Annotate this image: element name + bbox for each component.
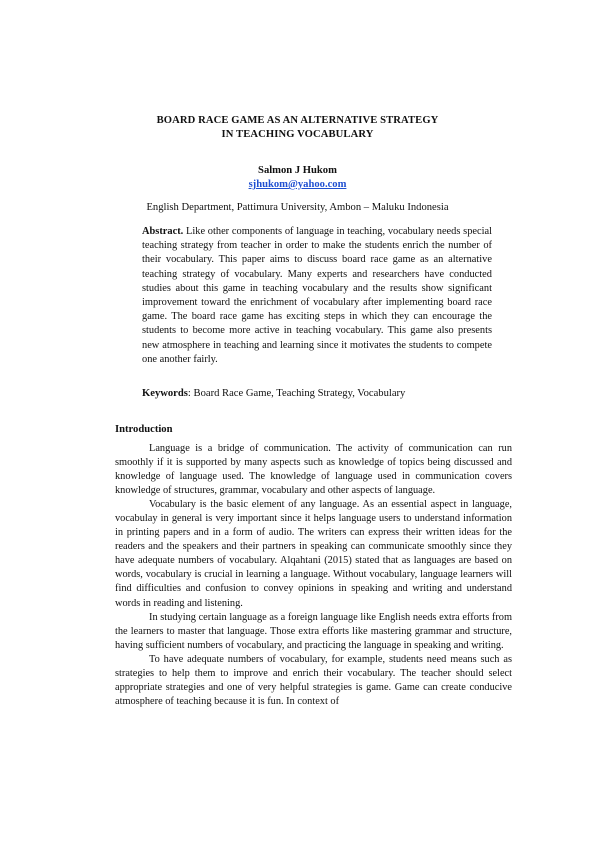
keywords xyxy=(142,387,492,401)
body-paragraph: To have adequate numbers of vocabulary, for example, students need means such as strategies to help them to improve and enrich their vocabulary. The teacher should select appropriate strategies and one of very helpful strategies is game. Game can create conducive atmosphere of teaching because it is fun. In context of xyxy=(115,653,512,707)
title-line-2: IN TEACHING VOCABULARY xyxy=(221,129,374,140)
author-email-line xyxy=(0,178,595,192)
keywords-label: Keywords xyxy=(142,388,188,399)
paper-title xyxy=(0,114,595,142)
section-heading-introduction: Introduction xyxy=(115,424,173,435)
author-email-link[interactable]: sjhukom@yahoo.com xyxy=(248,179,347,190)
author-affiliation: English Department, Pattimura University, Ambon – Maluku Indonesia xyxy=(146,202,449,213)
introduction-body xyxy=(115,442,512,709)
abstract xyxy=(142,225,492,367)
title-line-1: BOARD RACE GAME AS AN ALTERNATIVE STRATEGY xyxy=(156,115,439,126)
abstract-label: Abstract. xyxy=(142,226,184,237)
keywords-text: : Board Race Game, Teaching Strategy, Vocabulary xyxy=(187,388,406,399)
body-paragraph: Language is a bridge of communication. The activity of communication can run smoothly if it is supported by many aspects such as knowledge of topics being discussed and knowledge of language used. The knowledge of language used in communication covers knowledge of structures, grammar, vocabulary and other aspects of language. xyxy=(115,443,512,497)
author-name: Salmon J Hukom xyxy=(258,165,337,176)
body-paragraph: In studying certain language as a foreign language like English needs extra efforts from the learners to master that language. Those extra efforts like mastering grammar and structure, having sufficient numbers of vocabulary, and practicing the language in speaking and writing. xyxy=(115,611,512,651)
body-paragraph: Vocabulary is the basic element of any language. As an essential aspect in language, vocabulay in general is very important since it helps language users to understand information in printing papers and in a form of audio. The writers can express their written ideas for the readers and the speakers and their partners in speaking can communicate smoothly since they have adequate numbers of vocabulary. Alqahtani (2015) stated that as languages are based on words, vocabulary is crucial in learning a language. Without vocabulary, language learners will find difficulties and confusion to convey opinions in speaking and writing and understand words in reading and listening. xyxy=(115,499,512,609)
abstract-text: Like other components of language in teaching, vocabulary needs special teaching strategy from teacher in order to make the students enrich the number of their vocabulary. This paper aims to discuss board race game as an alternative teaching strategy of vocabulary. Many experts and researchers have conducted studies about this game in teaching vocabulary and the results show significant improvement toward the enrichment of vocabulary after implementing board race game. The board race game has exciting steps in which they can encourage the students to become more active in teaching vocabulary. This game also presents new atmosphere in teaching and learning since it motivates the students to compete one another fairly. xyxy=(142,226,492,365)
